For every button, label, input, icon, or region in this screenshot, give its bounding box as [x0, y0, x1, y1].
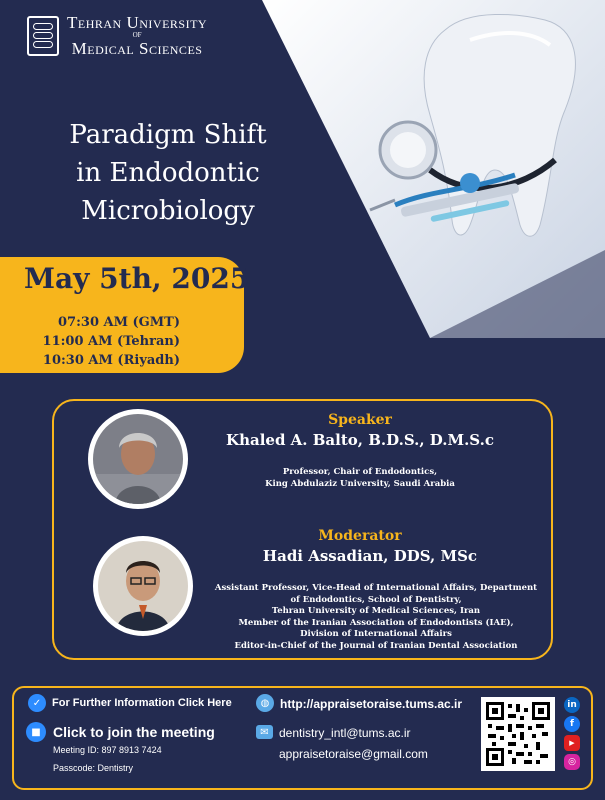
moderator-portrait-icon	[98, 541, 188, 631]
globe-icon: ◍	[256, 694, 274, 712]
event-title	[48, 116, 288, 230]
title-line-3: Microbiology	[81, 196, 255, 226]
moderator-desc-line-1: Assistant Professor, Vice-Head of International Affairs, Department	[214, 583, 538, 593]
logo-line-2: Medical Sciences	[71, 39, 203, 58]
facebook-icon[interactable]: f	[564, 716, 580, 732]
time-tehran: 11:00 AM (Tehran)	[42, 334, 180, 349]
moderator-desc-line-6: Editor-in-Chief of the Journal of Iranian Dental Association	[234, 640, 518, 651]
qr-code[interactable]	[481, 697, 555, 771]
moderator-desc-line-4: Member of the Iranian Association of Endodontists (IAE),	[238, 617, 514, 628]
logo-of: OF	[132, 31, 142, 39]
qr-code-icon	[484, 700, 552, 768]
speaker-portrait-icon	[93, 414, 183, 504]
event-date: May 5th, 2025	[24, 262, 250, 295]
moderator-desc-line-5: Division of International Affairs	[300, 629, 452, 639]
speaker-desc-line-2: King Abdulaziz University, Saudi Arabia	[265, 478, 455, 489]
moderator-desc-line-2: of Endodontics, School of Dentistry,	[290, 594, 462, 605]
zoom-camera-icon: ■	[26, 722, 46, 742]
email-address-1[interactable]: dentistry_intl@tums.ac.ir	[279, 726, 411, 740]
logo-line-1: Tehran University	[67, 13, 208, 32]
check-badge-icon: ✓	[28, 694, 46, 712]
event-times	[30, 313, 180, 370]
further-info-link[interactable]: For Further Information Click Here	[52, 697, 232, 709]
title-line-2: in Endodontic	[76, 158, 260, 188]
email-icon: ✉	[256, 725, 273, 739]
speaker-photo	[88, 409, 188, 509]
university-logo	[27, 14, 207, 57]
time-riyadh: 10:30 AM (Riyadh)	[42, 353, 180, 368]
join-meeting-link[interactable]: Click to join the meeting	[53, 724, 215, 740]
youtube-icon[interactable]: ▶	[564, 735, 580, 751]
meeting-id: Meeting ID: 897 8913 7424	[53, 745, 162, 755]
moderator-photo	[93, 536, 193, 636]
website-link[interactable]: http://appraisetoraise.tums.ac.ir	[280, 697, 463, 711]
meeting-passcode: Passcode: Dentistry	[53, 763, 134, 773]
email-address-2[interactable]: appraisetoraise@gmail.com	[279, 747, 428, 761]
instagram-icon[interactable]: ◎	[564, 754, 580, 770]
moderator-name: Hadi Assadian, DDS, MSc	[262, 547, 478, 565]
speaker-description	[220, 467, 500, 490]
moderator-desc-line-3: Tehran University of Medical Sciences, Iran	[271, 606, 481, 616]
speaker-role: Speaker	[328, 412, 392, 428]
university-name	[67, 14, 207, 57]
speaker-desc-line-1: Professor, Chair of Endodontics,	[282, 467, 438, 477]
moderator-role: Moderator	[318, 528, 402, 544]
speaker-name: Khaled A. Balto, B.D.S., D.M.S.c	[226, 431, 494, 449]
university-seal-icon	[27, 16, 59, 56]
title-line-1: Paradigm Shift	[69, 120, 267, 150]
linkedin-icon[interactable]: in	[564, 697, 580, 713]
moderator-description	[208, 583, 544, 652]
time-gmt: 07:30 AM (GMT)	[58, 315, 180, 330]
